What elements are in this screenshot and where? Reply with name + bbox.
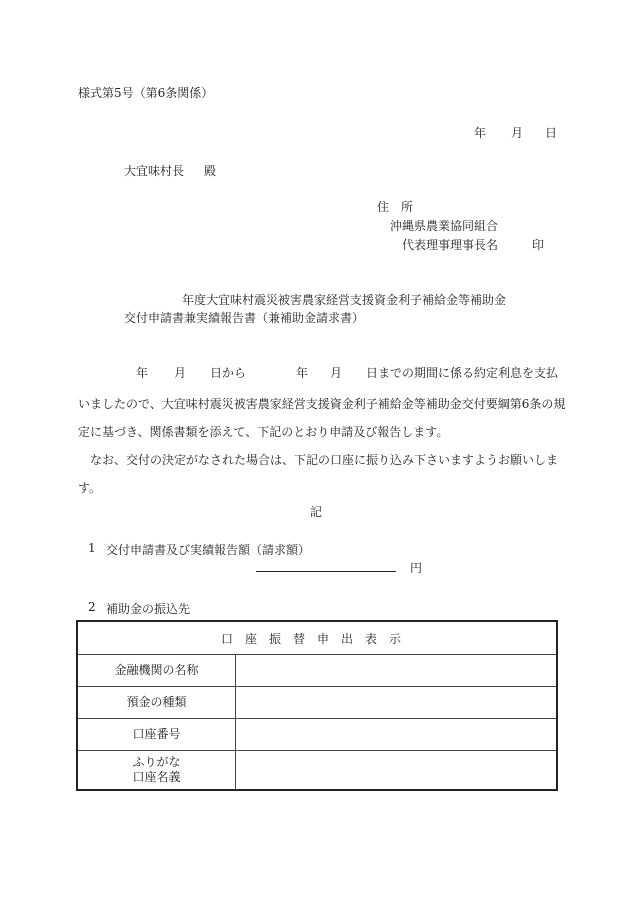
table-row	[77, 655, 557, 687]
applicant-organization: 沖縄県農業協同組合	[390, 219, 499, 233]
deposit-type-cell[interactable]	[236, 687, 558, 719]
applicant-representative: 代表理事理事長名	[402, 238, 499, 252]
body-text-line3: 定に基づき、関係書類を添えて、下記のとおり申請及び報告します。	[78, 425, 449, 439]
period-end-month: 月	[330, 366, 343, 380]
document-title-line2: 交付申請書兼実績報告書（兼補助金請求書）	[124, 311, 365, 325]
amount-unit: 円	[410, 561, 423, 575]
address-label: 住 所	[377, 200, 414, 214]
item1-number: 1	[88, 541, 96, 555]
period-end-day: 日までの期間に係る約定利息を支払	[366, 366, 559, 380]
account-holder-name-label: 口座名義	[132, 770, 181, 784]
bank-name-cell[interactable]	[236, 655, 558, 687]
account-table-header: 口座振替申出表示	[77, 621, 557, 655]
deposit-type-label: 預金の種類	[77, 687, 236, 719]
amount-underline	[256, 571, 396, 572]
item2-label: 補助金の振込先	[106, 602, 191, 616]
period-end-year: 年	[296, 366, 309, 380]
account-holder-cell[interactable]	[236, 751, 558, 791]
date-day: 日	[545, 126, 558, 140]
addressee-name: 大宜味村長	[124, 164, 185, 178]
account-transfer-table	[76, 620, 558, 791]
bank-name-label: 金融機関の名称	[77, 655, 236, 687]
body-text-line5: す。	[78, 481, 102, 495]
account-number-cell[interactable]	[236, 719, 558, 751]
period-start-month: 月	[174, 366, 187, 380]
table-row	[77, 719, 557, 751]
date-month: 月	[511, 126, 524, 140]
account-holder-label	[77, 751, 236, 791]
period-start-day: 日から	[210, 366, 247, 380]
furigana-label: ふりがな	[132, 755, 181, 769]
form-number: 様式第5号（第6条関係）	[78, 86, 214, 100]
ki-heading: 記	[310, 505, 323, 519]
body-text-line4: なお、交付の決定がなされた場合は、下記の口座に振り込み下さいますようお願いしま	[90, 453, 559, 467]
table-row	[77, 687, 557, 719]
item1-label: 交付申請書及び実績報告額（請求額）	[106, 543, 311, 557]
document-title-line1: 年度大宜味村震災被害農家経営支援資金利子補給金等補助金	[182, 293, 507, 307]
seal-mark: 印	[532, 238, 545, 252]
period-start-year: 年	[136, 366, 149, 380]
table-row	[77, 751, 557, 791]
date-year: 年	[474, 126, 487, 140]
item2-number: 2	[88, 600, 96, 614]
body-text-line2: いましたので、大宜味村震災被害農家経営支援資金利子補給金等補助金交付要綱第6条の規	[78, 397, 566, 411]
account-number-label: 口座番号	[77, 719, 236, 751]
addressee-honorific: 殿	[204, 164, 217, 178]
